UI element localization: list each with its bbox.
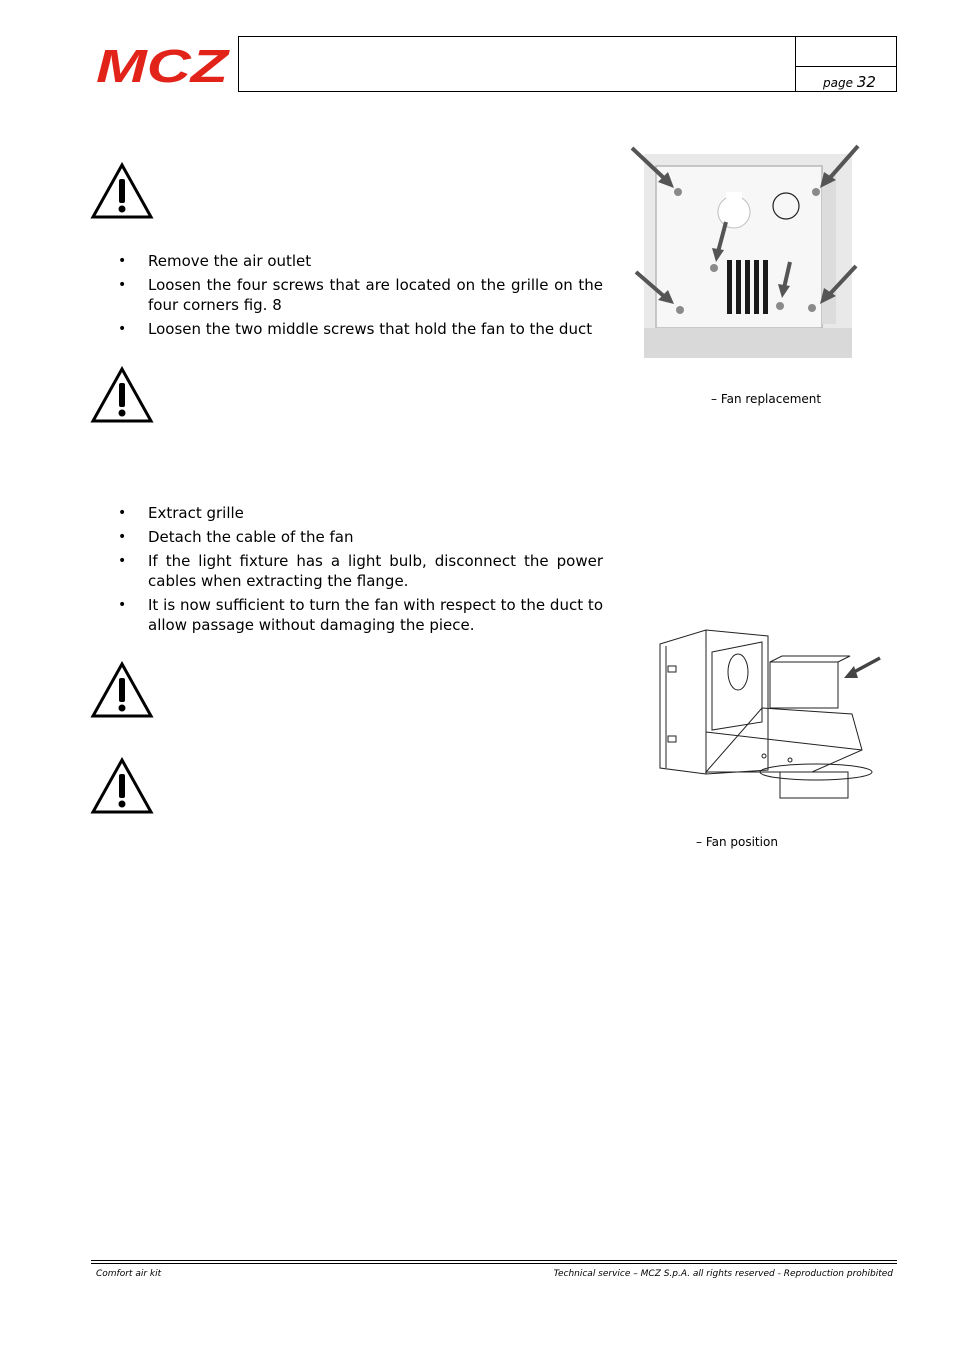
step-list-1 xyxy=(116,251,603,343)
header-box xyxy=(238,36,897,92)
list-item: • Loosen the two middle screws that hold the fan to the duct xyxy=(116,319,603,339)
warning-icon xyxy=(90,661,154,719)
footer-doc-title: Comfort air kit xyxy=(96,1269,162,1279)
warning-icon xyxy=(90,162,154,220)
page-number: page 32 xyxy=(823,73,876,91)
warning-icon xyxy=(90,757,154,815)
list-item: • Detach the cable of the fan xyxy=(116,527,603,547)
fan-position-figure xyxy=(652,622,888,806)
footer-divider xyxy=(91,1260,897,1261)
warning-icon xyxy=(90,366,154,424)
list-item: • Loosen the four screws that are located on the grille on the four corners fig. 8 xyxy=(116,275,603,315)
footer-copyright: Technical service – MCZ S.p.A. all rights reserved - Reproduction prohibited xyxy=(553,1269,893,1279)
fan-replacement-figure xyxy=(628,140,862,362)
footer-divider xyxy=(91,1263,897,1264)
list-item: • If the light fixture has a light bulb, disconnect the power cables when extracting the flange. xyxy=(116,551,603,591)
figure-caption: – Fan position xyxy=(696,835,778,849)
mcz-logo xyxy=(92,44,232,86)
list-item: • Remove the air outlet xyxy=(116,251,603,271)
figure-caption: – Fan replacement xyxy=(711,392,822,406)
logo-text: MCZ xyxy=(96,44,231,86)
list-item: • Extract grille xyxy=(116,503,603,523)
list-item: • It is now sufficient to turn the fan with respect to the duct to allow passage without damaging the piece. xyxy=(116,595,603,635)
step-list-2 xyxy=(116,503,603,639)
